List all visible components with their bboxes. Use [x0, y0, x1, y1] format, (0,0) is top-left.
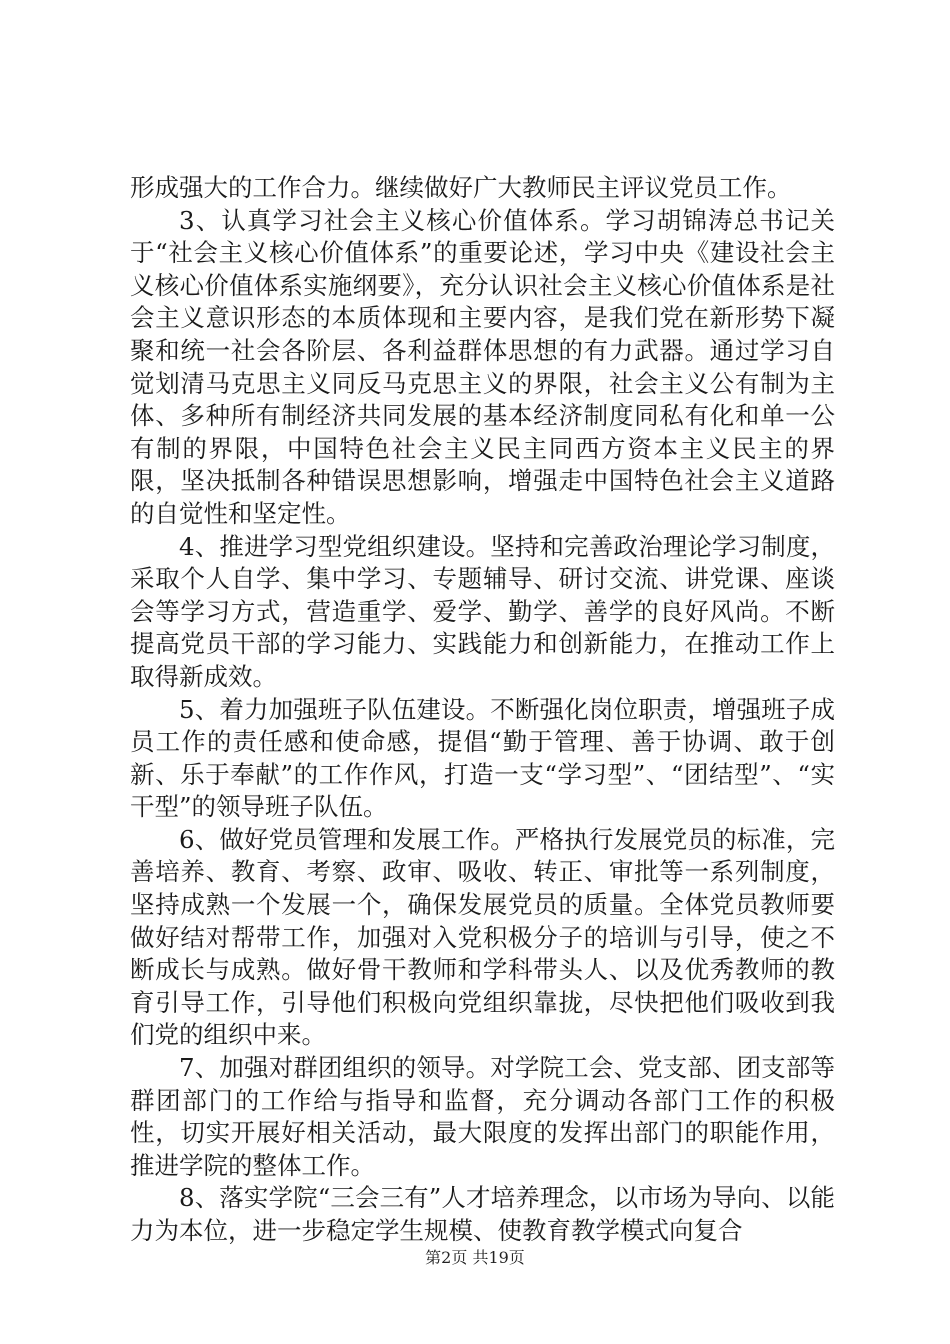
paragraph-continuation: 形成强大的工作合力。继续做好广大教师民主评议党员工作。: [130, 173, 792, 202]
paragraph-item-8: 8、落实学院“三会三有”人才培养理念，以市场为导向、以能力为本位，进一步稳定学生规模、使教育教学模式向复合: [130, 1183, 835, 1245]
paragraph-item-4: 4、推进学习型党组织建设。坚持和完善政治理论学习制度，采取个人自学、集中学习、专题辅导、研讨交流、讲党课、座谈会等学习方式，营造重学、爱学、勤学、善学的良好风尚。不断提高党员干部的学习能力、实践能力和创新能力，在推动工作上取得新成效。: [130, 531, 835, 691]
page-number-footer: 第2页 共19页: [425, 1248, 525, 1267]
paragraph-item-5: 5、着力加强班子队伍建设。不断强化岗位职责，增强班子成员工作的责任感和使命感，提倡“勤于管理、善于协调、敢于创新、乐于奉献”的工作作风，打造一支“学习型”、“团结型”、“实干型”的领导班子队伍。: [130, 694, 835, 822]
paragraph-item-6: 6、做好党员管理和发展工作。严格执行发展党员的标准，完善培养、教育、考察、政审、吸收、转正、审批等一系列制度，坚持成熟一个发展一个，确保发展党员的质量。全体党员教师要做好结对帮带工作，加强对入党积极分子的培训与引导，使之不断成长与成熟。做好骨干教师和学科带头人、以及优秀教师的教育引导工作，引导他们积极向党组织靠拢，尽快把他们吸收到我们党的组织中来。: [130, 824, 835, 1050]
document-body: [130, 172, 835, 1248]
paragraph-item-7: 7、加强对群团组织的领导。对学院工会、党支部、团支部等群团部门的工作给与指导和监督，充分调动各部门工作的积极性，切实开展好相关活动，最大限度的发挥出部门的职能作用，推进学院的整体工作。: [130, 1053, 835, 1180]
paragraph-item-3: 3、认真学习社会主义核心价值体系。学习胡锦涛总书记关于“社会主义核心价值体系”的重要论述，学习中央《建设社会主义核心价值体系实施纲要》，充分认识社会主义核心价值体系是社会主义意识形态的本质体现和主要内容，是我们党在新形势下凝聚和统一社会各阶层、各利益群体思想的有力武器。通过学习自觉划清马克思主义同反马克思主义的界限，社会主义公有制为主体、多种所有制经济共同发展的基本经济制度同私有化和单一公有制的界限，中国特色社会主义民主同西方资本主义民主的界限，坚决抵制各种错误思想影响，增强走中国特色社会主义道路的自觉性和坚定性。: [130, 205, 835, 528]
